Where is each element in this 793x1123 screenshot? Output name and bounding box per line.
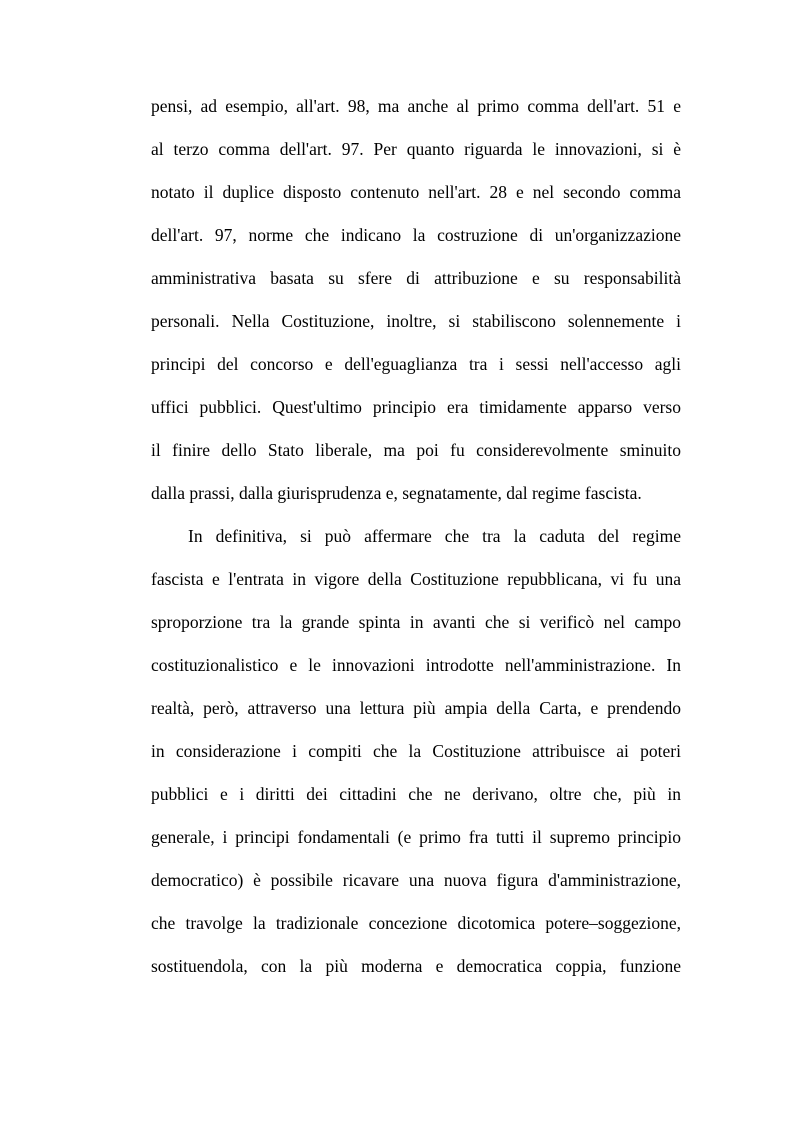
text-line: realtà, però, attraverso una lettura più ampia della Carta, e prendendo xyxy=(151,698,681,718)
text-line: sostituendola, con la più moderna e democratica coppia, funzione xyxy=(151,956,681,976)
text-line: dell'art. 97, norme che indicano la costruzione di un'organizzazione xyxy=(151,225,681,245)
text-line: pubblici e i diritti dei cittadini che ne derivano, oltre che, più in xyxy=(151,784,681,804)
text-line: al terzo comma dell'art. 97. Per quanto riguarda le innovazioni, si è xyxy=(151,139,681,159)
text-line: personali. Nella Costituzione, inoltre, si stabiliscono solennemente i xyxy=(151,311,681,331)
text-line: generale, i principi fondamentali (e primo fra tutti il supremo principio xyxy=(151,827,681,847)
text-line: sproporzione tra la grande spinta in avanti che si verificò nel campo xyxy=(151,612,681,632)
text-line: uffici pubblici. Quest'ultimo principio era timidamente apparso verso xyxy=(151,397,681,417)
text-line: fascista e l'entrata in vigore della Costituzione repubblicana, vi fu una xyxy=(151,569,681,589)
text-line: amministrativa basata su sfere di attribuzione e su responsabilità xyxy=(151,268,681,288)
paragraph-start-line: In definitiva, si può affermare che tra la caduta del regime xyxy=(188,526,681,546)
text-line: principi del concorso e dell'eguaglianza tra i sessi nell'accesso agli xyxy=(151,354,681,374)
paragraph-end-line: dalla prassi, dalla giurisprudenza e, segnatamente, dal regime fascista. xyxy=(151,483,642,503)
text-line: costituzionalistico e le innovazioni introdotte nell'amministrazione. In xyxy=(151,655,681,675)
text-line: che travolge la tradizionale concezione dicotomica potere–soggezione, xyxy=(151,913,681,933)
text-line: pensi, ad esempio, all'art. 98, ma anche al primo comma dell'art. 51 e xyxy=(151,96,681,116)
text-line: notato il duplice disposto contenuto nell'art. 28 e nel secondo comma xyxy=(151,182,681,202)
text-line: democratico) è possibile ricavare una nuova figura d'amministrazione, xyxy=(151,870,681,890)
text-line: il finire dello Stato liberale, ma poi fu considerevolmente sminuito xyxy=(151,440,681,460)
text-line: in considerazione i compiti che la Costituzione attribuisce ai poteri xyxy=(151,741,681,761)
body-text xyxy=(151,92,681,995)
